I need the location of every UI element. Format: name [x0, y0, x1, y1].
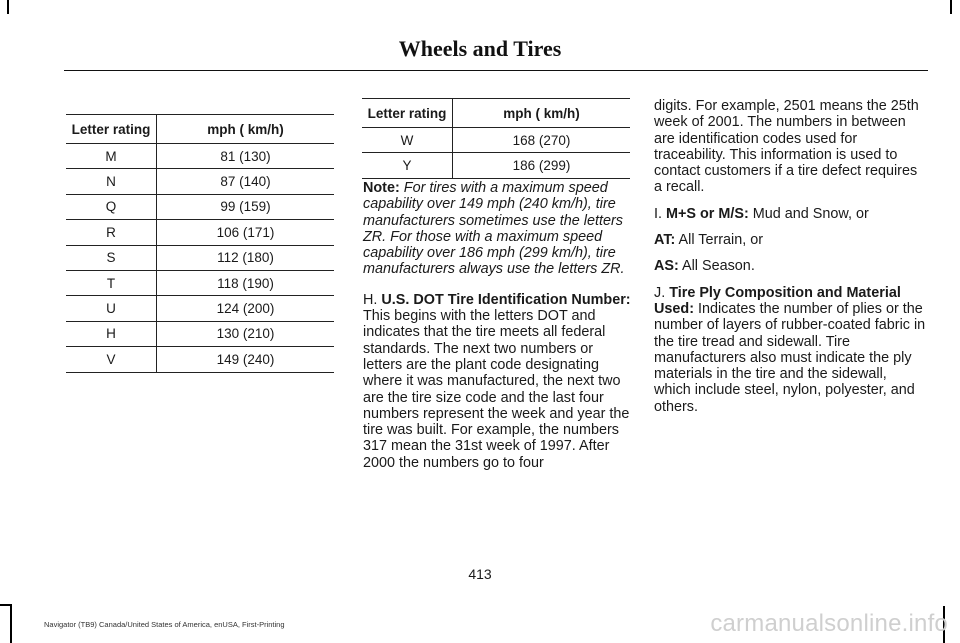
section-h-paragraph — [363, 292, 631, 471]
table-cell: T — [66, 270, 157, 295]
table-cell: W — [362, 128, 453, 153]
section-i-text: Mud and Snow, or — [752, 205, 869, 222]
table-cell: 149 (240) — [157, 347, 335, 372]
table-cell: M — [66, 144, 157, 169]
section-i-title: M+S or M/S: — [666, 205, 749, 222]
crop-mark-bottom-left-h — [0, 604, 12, 606]
table-cell: 106 (171) — [157, 220, 335, 245]
table-cell: 168 (270) — [453, 128, 631, 153]
header-rule — [64, 70, 928, 71]
table-header-row — [66, 115, 334, 144]
table-cell: 81 (130) — [157, 144, 335, 169]
table-cell: 130 (210) — [157, 321, 335, 346]
table-cell: N — [66, 169, 157, 194]
table-row — [66, 321, 334, 346]
column-header-speed: mph ( km/h) — [453, 99, 631, 128]
section-h-text: This begins with the letters DOT and indicates that the tire meets all federal standards. The next two numbers or letters are the plant code designating where it was manufactured, the next two are the tire size code and the last four numbers represent the week and year the tire was built. For example, the numbers 317 mean the 31st week of 1997. After 2000 the numbers go to four — [363, 308, 630, 471]
table-cell: R — [66, 220, 157, 245]
table-cell: 186 (299) — [453, 153, 631, 178]
all-terrain-title: AT: — [654, 232, 676, 249]
table-row — [66, 169, 334, 194]
crop-mark-top-right — [950, 0, 952, 14]
table-row — [66, 194, 334, 219]
table-cell: 124 (200) — [157, 296, 335, 321]
crop-mark-bottom-left — [10, 606, 12, 643]
footer-text: Navigator (TB9) Canada/United States of America, enUSA, First-Printing — [44, 620, 285, 629]
all-season-text: All Season. — [682, 258, 755, 275]
speed-rating-table-right — [362, 98, 630, 179]
table-cell: H — [66, 321, 157, 346]
middle-column-text — [363, 180, 631, 481]
table-cell: 99 (159) — [157, 194, 335, 219]
table-row — [66, 270, 334, 295]
all-terrain-text: All Terrain, or — [678, 232, 764, 249]
note-paragraph — [363, 180, 631, 278]
table-cell: U — [66, 296, 157, 321]
section-j-prefix: J. — [654, 284, 666, 301]
right-column-text — [654, 98, 926, 425]
section-i-paragraph — [654, 206, 926, 222]
section-i-prefix: I. — [654, 205, 662, 222]
note-text: For tires with a maximum speed capability over 149 mph (240 km/h), tire manufacturers sometimes use the letters ZR. For those with a maximum speed capability over 186 mph (299 km/h), tire manufacturers always use the letters ZR. — [363, 180, 625, 278]
table-row — [66, 296, 334, 321]
table-row — [66, 245, 334, 270]
all-season-title: AS: — [654, 258, 679, 275]
table-row — [362, 128, 630, 153]
all-terrain-paragraph — [654, 232, 926, 248]
table-row — [66, 220, 334, 245]
column-header-letter-rating: Letter rating — [362, 99, 453, 128]
all-season-paragraph — [654, 258, 926, 274]
table-cell: S — [66, 245, 157, 270]
table-cell: 118 (190) — [157, 270, 335, 295]
table-row — [66, 347, 334, 372]
note-label: Note: — [363, 180, 400, 196]
column-header-speed: mph ( km/h) — [157, 115, 335, 144]
section-j-paragraph — [654, 285, 926, 415]
watermark: carmanualsonline.info — [710, 610, 948, 637]
section-h-prefix: H. — [363, 291, 378, 308]
table-cell: 112 (180) — [157, 245, 335, 270]
section-j-title: Tire Ply Composition and Material Used: — [654, 284, 901, 317]
column-header-letter-rating: Letter rating — [66, 115, 157, 144]
speed-rating-table-left — [66, 114, 334, 373]
table-cell: 87 (140) — [157, 169, 335, 194]
table-cell: Y — [362, 153, 453, 178]
continuation-paragraph: digits. For example, 2501 means the 25th week of 2001. The numbers in between are identification codes used for traceability. This information is used to contact customers if a tire defect requires a recall. — [654, 98, 919, 196]
table-row — [66, 144, 334, 169]
table-cell: Q — [66, 194, 157, 219]
table-header-row — [362, 99, 630, 128]
page-title: Wheels and Tires — [398, 36, 562, 61]
section-j-text: Indicates the number of plies or the number of layers of rubber-coated fabric in the tire tread and sidewall. Tire manufacturers also must indicate the ply materials in the tire and the sidewall, which include steel, nylon, polyester, and others. — [654, 300, 926, 415]
table-row — [362, 153, 630, 178]
page-number: 413 — [468, 566, 492, 582]
table-cell: V — [66, 347, 157, 372]
section-h-title: U.S. DOT Tire Identification Number: — [381, 291, 631, 308]
crop-mark-top-left — [7, 0, 9, 14]
